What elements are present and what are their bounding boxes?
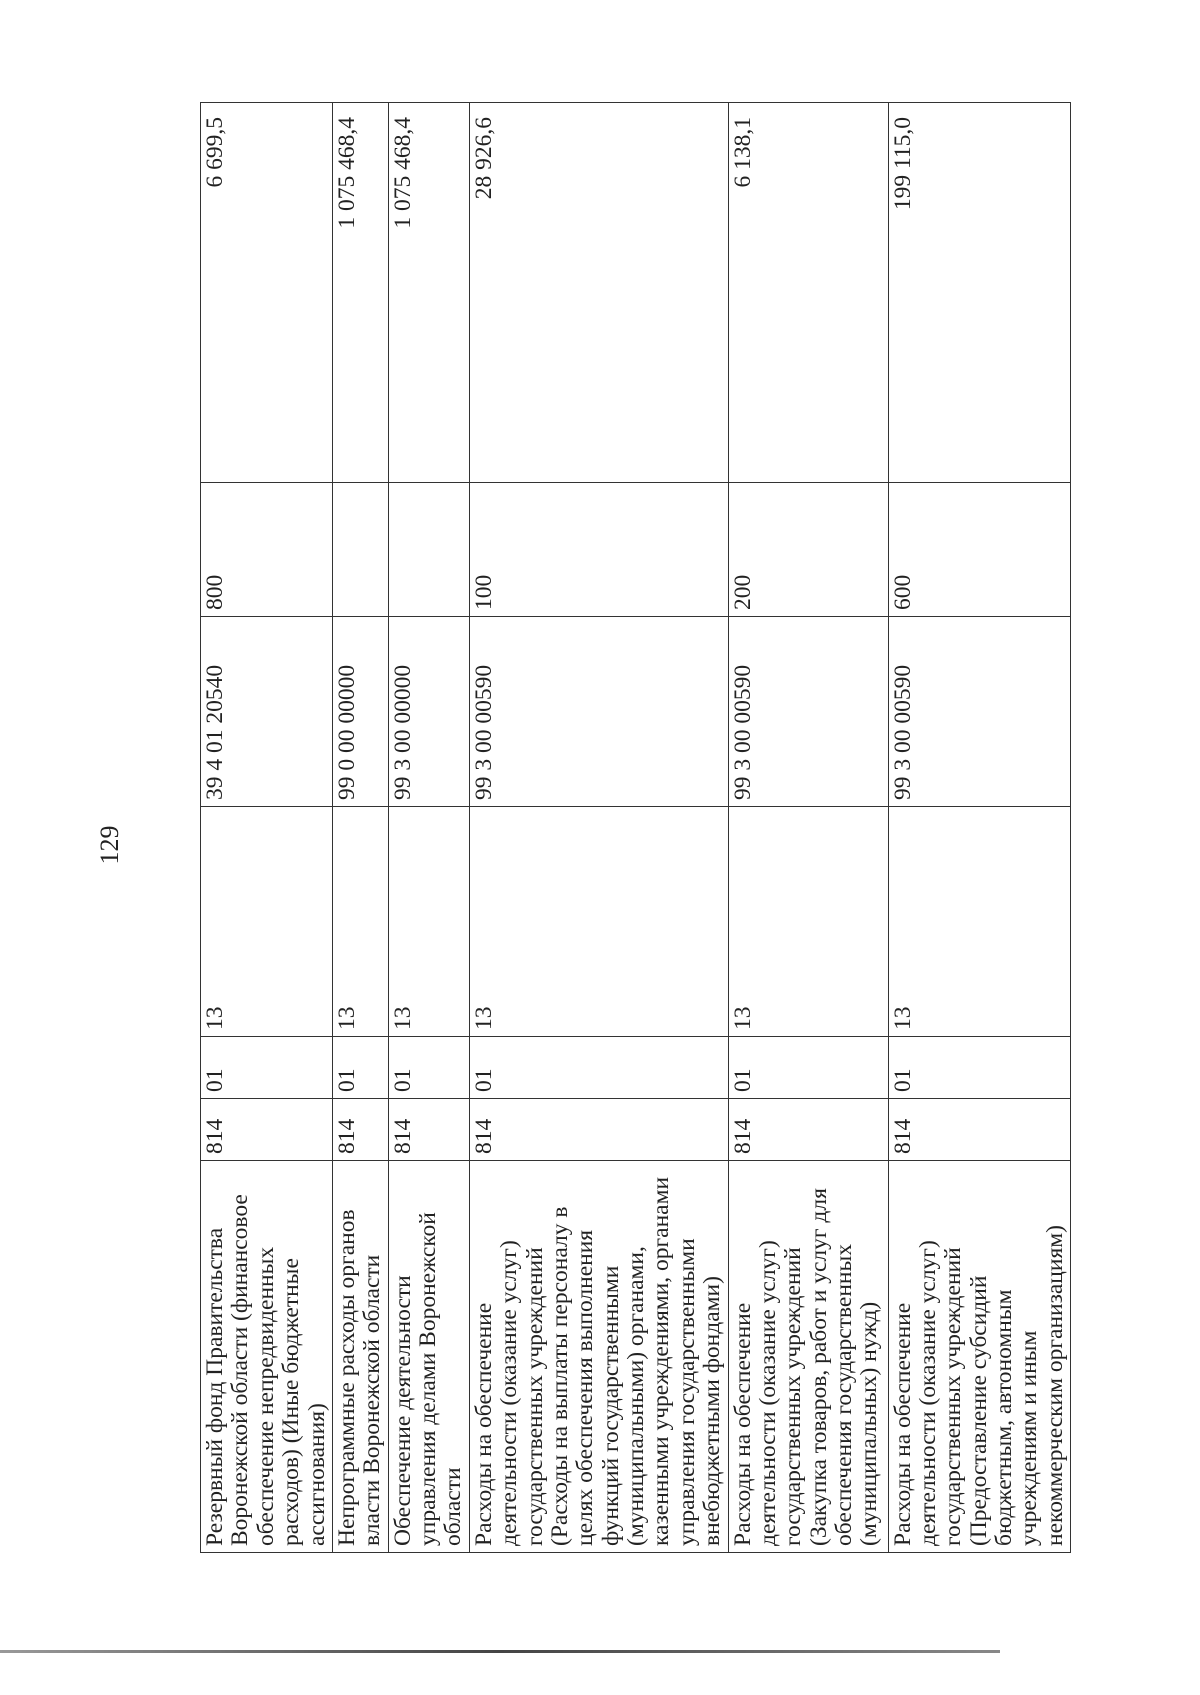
row-name: Расходы на обеспечение деятельности (оказание услуг) государственных учреждений (Закупка товаров, работ и услуг для обеспечения государственных (муниципальных) нужд) [728,1161,888,1553]
row-name: Обеспечение деятельности управления делами Воронежской области [388,1161,469,1553]
row-vr: 800 [201,483,333,617]
row-csr: 99 3 00 00590 [469,617,728,807]
row-name: Непрограммные расходы органов власти Воронежской области [332,1161,388,1553]
row-vr: 600 [888,483,1071,617]
row-rz: 01 [201,1037,333,1099]
row-csr: 99 3 00 00590 [888,617,1071,807]
row-csr: 39 4 01 20540 [201,617,333,807]
row-vr: 100 [469,483,728,617]
row-csr: 99 0 00 00000 [332,617,388,807]
row-csr: 99 3 00 00590 [728,617,888,807]
page-number: 129 [95,825,124,865]
scan-edge-line [0,1650,1000,1653]
row-rz: 01 [388,1037,469,1099]
row-gr: 814 [201,1099,333,1161]
row-name: Расходы на обеспечение деятельности (оказание услуг) государственных учреждений (Предоставление субсидий бюджетным, автономным учреждениям и иным некоммерческим организациям) [888,1161,1071,1553]
row-name: Расходы на обеспечение деятельности (оказание услуг) государственных учреждений (Расходы на выплаты персоналу в целях обеспечения выполнения функций государственными (муниципальными) органами, казенными учреждениями, органами управления государственными внебюджетными фондами) [469,1161,728,1553]
row-pr: 13 [201,807,333,1037]
row-pr: 13 [728,807,888,1037]
row-rz: 01 [728,1037,888,1099]
table-row [332,103,388,1553]
row-pr: 13 [388,807,469,1037]
row-name: Резервный фонд Правительства Воронежской области (финансовое обеспечение непредвиденных расходов) (Иные бюджетные ассигнования) [201,1161,333,1553]
table-row [728,103,888,1553]
table-row [469,103,728,1553]
row-amount: 28 926,6 [469,103,728,483]
row-gr: 814 [388,1099,469,1161]
row-vr [332,483,388,617]
row-amount: 1 075 468,4 [332,103,388,483]
row-gr: 814 [469,1099,728,1161]
row-amount: 1 075 468,4 [388,103,469,483]
row-gr: 814 [332,1099,388,1161]
row-gr: 814 [728,1099,888,1161]
row-pr: 13 [332,807,388,1037]
row-amount: 6 699,5 [201,103,333,483]
row-pr: 13 [469,807,728,1037]
row-csr: 99 3 00 00000 [388,617,469,807]
row-vr: 200 [728,483,888,617]
table-row [888,103,1071,1553]
row-rz: 01 [469,1037,728,1099]
row-amount: 199 115,0 [888,103,1071,483]
row-vr [388,483,469,617]
table-row [201,103,333,1553]
row-amount: 6 138,1 [728,103,888,483]
budget-table [200,102,1071,1553]
table-row [388,103,469,1553]
row-rz: 01 [332,1037,388,1099]
row-rz: 01 [888,1037,1071,1099]
budget-table-rotated [200,103,1068,1553]
row-pr: 13 [888,807,1071,1037]
row-gr: 814 [888,1099,1071,1161]
